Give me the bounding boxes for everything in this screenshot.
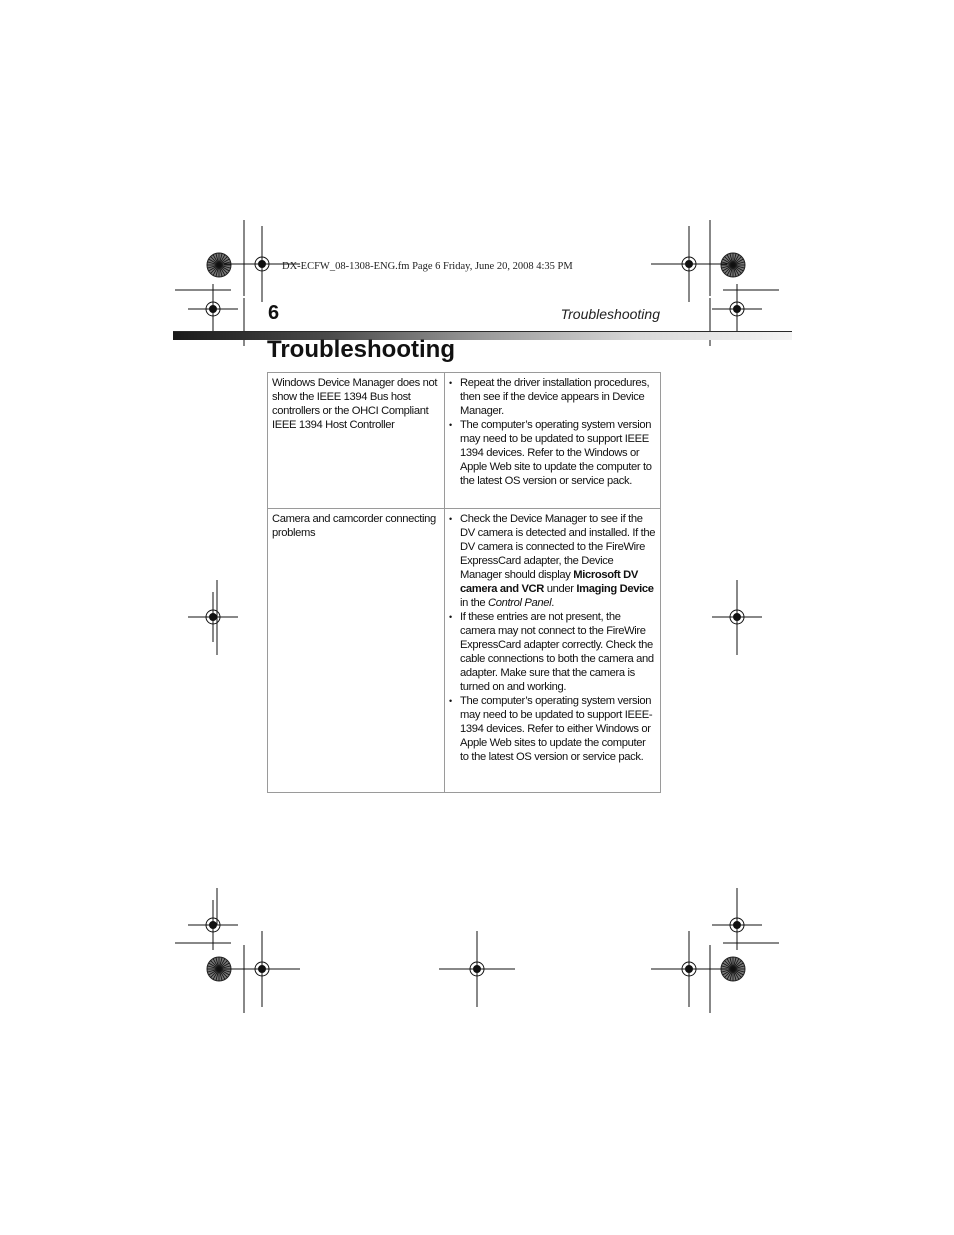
solution-cell	[445, 509, 661, 793]
solution-list	[449, 512, 656, 764]
list-item: • Repeat the driver installation procedures, then see if the device appears in Device Manager.	[449, 376, 656, 418]
page-number: 6	[268, 302, 280, 324]
section-title: Troubleshooting	[267, 336, 455, 363]
list-item: • The computer’s operating system version may need to be updated to support IEEE 1394 devices. Refer to the Windows or Apple Web site to update the computer to the latest OS version or service pack.	[449, 418, 656, 488]
list-item: • The computer’s operating system version may need to be updated to support IEEE-1394 devices. Refer to either Windows or Apple Web sites to update the computer to the latest OS version or service pack.	[449, 694, 656, 764]
list-item	[449, 512, 656, 610]
file-slug-line: DX-ECFW_08-1308-ENG.fm Page 6 Friday, June 20, 2008 4:35 PM	[282, 261, 573, 272]
solution-text: .	[551, 597, 555, 609]
header-gradient-bar	[173, 332, 792, 340]
solution-text: in the	[460, 597, 489, 609]
problem-cell: Camera and camcorder connecting problems	[268, 509, 445, 793]
running-head: Troubleshooting	[560, 306, 660, 322]
problem-cell: Windows Device Manager does not show the IEEE 1394 Bus host controllers or the OHCI Compliant IEEE 1394 Host Controller	[268, 373, 445, 509]
registration-target-icon	[210, 614, 217, 621]
registration-target-icon	[474, 966, 481, 973]
registration-target-icon	[259, 966, 266, 973]
registration-target-icon	[686, 966, 693, 973]
table-row	[268, 373, 661, 509]
solution-text: Check the Device Manager to see if the DV camera is detected and installed. If the DV camera is connected to the FireWire ExpressCard adapter, the Device Manager should display	[460, 513, 656, 581]
table-row	[268, 509, 661, 793]
italic-term: Control Panel	[488, 597, 552, 609]
solution-text: under	[544, 583, 577, 595]
solution-cell	[445, 373, 661, 509]
registration-target-icon	[210, 922, 217, 929]
troubleshooting-table	[267, 372, 661, 793]
registration-target-icon	[686, 261, 693, 268]
list-item: • If these entries are not present, the camera may not connect to the FireWire ExpressCard adapter correctly. Check the cable connections to both the camera and adapter. Make sure that the camera is turned on and working.	[449, 610, 656, 694]
bold-term: Imaging Device	[576, 583, 654, 595]
registration-target-icon	[259, 261, 266, 268]
solution-list	[449, 376, 656, 488]
registration-target-icon	[734, 306, 741, 313]
bold-term: Microsoft DV camera and VCR	[460, 569, 639, 595]
registration-target-icon	[210, 306, 217, 313]
